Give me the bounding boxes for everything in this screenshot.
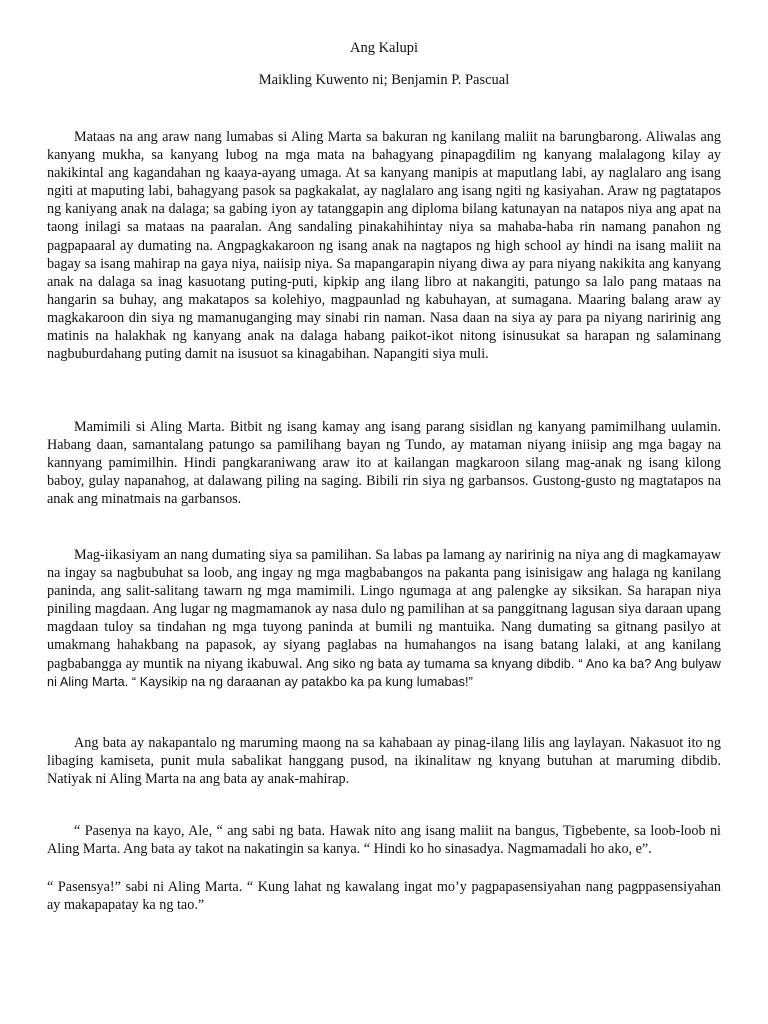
story-author-line: Maikling Kuwento ni; Benjamin P. Pascual xyxy=(258,72,510,88)
paragraph-6: “ Pasensya!” sabi ni Aling Marta. “ Kung lahat ng kawalang ingat mo’y pagpapasensiyahan nang pagppasensiyahan ay makapapatay ka ng tao.” xyxy=(47,879,721,914)
paragraph-1: Mataas na ang araw nang lumabas si Aling Marta sa bakuran ng kanilang maliit na barungbarong. Aliwalas ang kanyang mukha, sa kanyang lubog na mga mata na bahagyang pinapagdilim ng kanyang malalagong kilay ay nakikintal ang kagandahan ng kaaya-ayang umaga. At sa kanyang manipis at maputlang labi, ay naglalaro ang isang ngiti at maputing labi, bahagyang pasok sa pagkakalat, ay naglalaro ang isang ngiti ng kasiyahan. Araw ng pagtatapos ng kaniyang anak na dalaga; sa gabing iyon ay tatanggapin ang diploma bilang katunayan na natapos niya ang apat na taong inilagi sa mataas na paaralan. Ang sandaling pinakahihintay niya sa mahaba-haba rin namang panahon ng pagpapaaral ay dumating na. Angpagkakaroon ng isang anak na nagtapos ng high school ay hindi na isang maliit na bagay sa isang mahirap na gaya niya, naiisip niya. Sa mapangarapin niyang diwa ay para niyang nakikita ang kanyang anak na dalaga sa inag kasuotang puting-puti, kipkip ang ilang libro at nakangiti, patungo sa lalo pang mataas na hangarin sa buhay, ang makatapos sa kolehiyo, magpaunlad ng kabuhayan, at sumagana. Maaring balang araw ay magkakaroon din siya ng mamanuganging may sinabi rin naman. Nasa daan na siya ay para pa niyang naririnig ang matinis na halakhak ng kanyang anak na dalaga habang paikot-ikot nitong isinusukat sa harapan ng salaminang nagbuburdahang puting damit na isusuot sa kinagabihan. Napangiti siya muli. xyxy=(47,129,721,363)
story-title: Ang Kalupi xyxy=(349,40,419,56)
paragraph-3-dialogue: Ang siko ng bata ay tumama sa knyang dibdib. “ Ano ka ba? Ang bulyaw ni Aling Marta. “ Kaysikip na ng daraanan ay patakbo ka pa kung lumabas!” xyxy=(47,656,721,689)
paragraph-2: Mamimili si Aling Marta. Bitbit ng isang kamay ang isang parang sisidlan ng kanyang pamimilhang uulamin. Habang daan, samantalang patungo sa pamilihang bayan ng Tundo, ay mataman niyang iniisip ang mga bagay na kannyang pamimilhin. Hindi pangkaraniwang araw ito at kailangan magkaroon silang mag-anak ng isang kilong baboy, gulay napanahog, at dalawang piling na saging. Bibili rin siya ng garbansos. Gustong-gusto ng magtatapos na anak ang minatmais na garbansos. xyxy=(47,419,721,508)
paragraph-5: “ Pasenya na kayo, Ale, “ ang sabi ng bata. Hawak nito ang isang maliit na bangus, Tigbebente, sa loob-loob ni Aling Marta. Ang bata ay takot na nakatingin sa kanya. “ Hindi ko ho sinasadya. Nagmamadali ho ako, e”. xyxy=(47,823,721,858)
paragraph-3-text: Mag-iikasiyam an nang dumating siya sa pamilihan. Sa labas pa lamang ay naririnig na niya ang di magkamayaw na ingay sa nagbubuhat sa loob, ang ingay ng mga magbabangos na pakanta pang isinisigaw ang halaga ng kanilang paninda, ang salit-salitang tawarn ng mga mamimili. Lingo ngumaga at ang palengke ay siksikan. Sa harapan niya piniling magdaan. Ang lugar ng magmamanok ay nasa dulo ng pamilihan at sa panggitnang lagusan siya daraan upang magdaan tuloy sa tindahan ng mga tuyong paninda at bumili ng mantuika. Nang dumating sa gitnang pasilyo at umakmang hahakbang na papasok, ay siyang paglabas na humahangos na isang batang lalaki, at ang kanilang pagbabangga ay muntik na niyang ikabuwal. xyxy=(47,547,721,672)
paragraph-3 xyxy=(47,546,721,691)
paragraph-4: Ang bata ay nakapantalo ng maruming maong na sa kahabaan ay pinag-ilang lilis ang laylayan. Nakasuot ito ng libaging kamiseta, punit mula sabalikat hanggang pusod, na ikinalitaw ng knyang butuhan at maruming dibdib. Natiyak ni Aling Marta na ang bata ay anak-mahirap. xyxy=(47,735,721,788)
